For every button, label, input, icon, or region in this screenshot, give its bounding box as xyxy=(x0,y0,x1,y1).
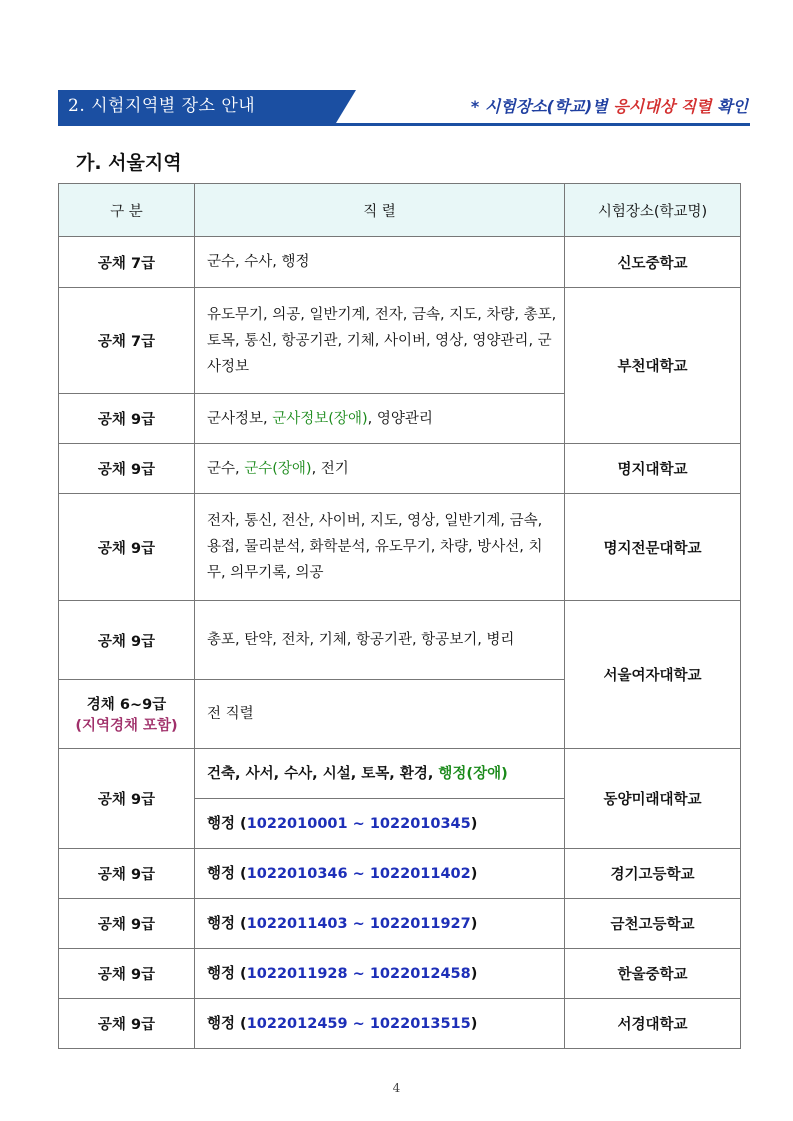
row-place: 동양미래대학교 xyxy=(565,749,741,849)
section-label: 2. 시험지역별 장소 안내 xyxy=(58,90,336,123)
row-category: 공채 9급 xyxy=(59,444,195,494)
row-place: 명지대학교 xyxy=(565,444,741,494)
table-row xyxy=(59,444,741,494)
occupation-text: 군사정보, xyxy=(207,410,273,427)
exam-location-table xyxy=(58,183,741,1049)
row-occupation xyxy=(195,444,565,494)
row-category: 공채 9급 xyxy=(59,394,195,444)
row-occupation: 전 직렬 xyxy=(195,680,565,749)
header-category: 구 분 xyxy=(59,184,195,237)
exam-number-range: 1022010001 ~ 1022010345 xyxy=(246,815,471,832)
row-occupation xyxy=(195,799,565,849)
row-occupation: 군수, 수사, 행정 xyxy=(195,237,565,288)
banner-tab-corner xyxy=(336,90,356,123)
row-occupation xyxy=(195,749,565,799)
exam-number-range: 1022011403 ~ 1022011927 xyxy=(246,915,471,932)
row-category: 공채 9급 xyxy=(59,849,195,899)
exam-number-range: 1022012459 ~ 1022013515 xyxy=(246,1015,471,1032)
row-category xyxy=(59,680,195,749)
table-row xyxy=(59,237,741,288)
occupation-text: ) xyxy=(470,815,478,832)
row-category: 공채 9급 xyxy=(59,999,195,1049)
occupation-text: 행정 ( xyxy=(207,865,247,882)
row-place: 한울중학교 xyxy=(565,949,741,999)
banner-note xyxy=(471,94,748,117)
table-row xyxy=(59,849,741,899)
row-category: 공채 9급 xyxy=(59,494,195,601)
category-subnote: (지역경채 포함) xyxy=(75,718,178,734)
table-row xyxy=(59,899,741,949)
section-banner xyxy=(58,90,750,126)
occupation-text: 행정 ( xyxy=(207,965,247,982)
category-text: 경채 6~9급 xyxy=(86,697,167,713)
exam-number-range: 1022010346 ~ 1022011402 xyxy=(246,865,471,882)
row-place: 부천대학교 xyxy=(565,288,741,444)
table-row xyxy=(59,999,741,1049)
occupation-disability-highlight: 군사정보(장애) xyxy=(272,410,368,427)
row-place: 서경대학교 xyxy=(565,999,741,1049)
row-occupation xyxy=(195,394,565,444)
row-occupation xyxy=(195,999,565,1049)
region-title: 가. 서울지역 xyxy=(76,152,182,174)
row-category: 공채 7급 xyxy=(59,288,195,394)
table-row xyxy=(59,949,741,999)
occupation-text: , 영양관리 xyxy=(367,410,433,427)
header-place: 시험장소(학교명) xyxy=(565,184,741,237)
note-highlight: 응시대상 직렬 xyxy=(613,97,712,116)
occupation-text: 행정 ( xyxy=(207,915,247,932)
occupation-text: 건축, 사서, 수사, 시설, 토목, 환경, xyxy=(207,765,439,782)
row-occupation xyxy=(195,899,565,949)
occupation-text: ) xyxy=(470,1015,478,1032)
row-place: 신도중학교 xyxy=(565,237,741,288)
row-category: 공채 9급 xyxy=(59,749,195,849)
table-row xyxy=(59,288,741,394)
header-occupation: 직 렬 xyxy=(195,184,565,237)
row-category: 공채 9급 xyxy=(59,899,195,949)
row-occupation xyxy=(195,849,565,899)
banner-underline xyxy=(58,123,750,126)
row-place: 명지전문대학교 xyxy=(565,494,741,601)
occupation-text: ) xyxy=(470,965,478,982)
occupation-text: ) xyxy=(470,915,478,932)
occupation-disability-highlight: 군수(장애) xyxy=(244,460,312,477)
row-occupation: 총포, 탄약, 전차, 기체, 항공기관, 항공보기, 병리 xyxy=(195,601,565,680)
row-category: 공채 7급 xyxy=(59,237,195,288)
occupation-text: 군수, xyxy=(207,460,245,477)
occupation-text: 행정 ( xyxy=(207,1015,247,1032)
occupation-text: 행정 ( xyxy=(207,815,247,832)
table-row xyxy=(59,749,741,799)
table-row xyxy=(59,494,741,601)
row-occupation: 유도무기, 의공, 일반기계, 전자, 금속, 지도, 차량, 총포, 토목, 통신, 항공기관, 기체, 사이버, 영상, 영양관리, 군사정보 xyxy=(195,288,565,394)
table-header-row xyxy=(59,184,741,237)
row-category: 공채 9급 xyxy=(59,949,195,999)
occupation-text: , 전기 xyxy=(311,460,349,477)
occupation-disability-highlight: 행정(장애) xyxy=(438,765,508,782)
page-number: 4 xyxy=(392,1081,401,1095)
row-place: 금천고등학교 xyxy=(565,899,741,949)
row-place: 경기고등학교 xyxy=(565,849,741,899)
table-row xyxy=(59,601,741,680)
row-category: 공채 9급 xyxy=(59,601,195,680)
exam-number-range: 1022011928 ~ 1022012458 xyxy=(246,965,471,982)
row-occupation xyxy=(195,949,565,999)
note-prefix: * 시험장소(학교)별 xyxy=(470,97,614,116)
occupation-text: ) xyxy=(470,865,478,882)
row-occupation: 전자, 통신, 전산, 사이버, 지도, 영상, 일반기계, 금속, 용접, 물리분석, 화학분석, 유도무기, 차량, 방사선, 치무, 의무기록, 의공 xyxy=(195,494,565,601)
note-suffix: 확인 xyxy=(711,97,748,116)
row-place: 서울여자대학교 xyxy=(565,601,741,749)
